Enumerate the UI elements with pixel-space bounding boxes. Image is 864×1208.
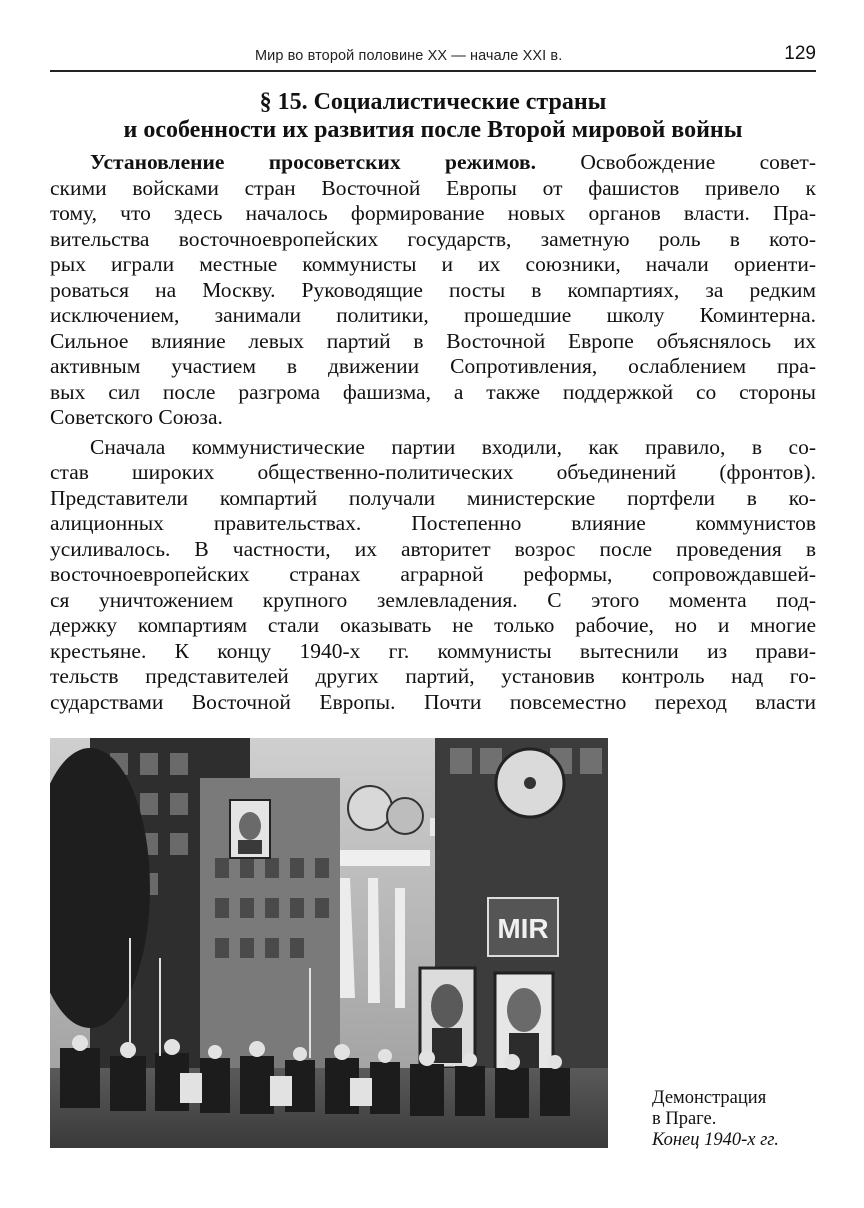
page-number: 129 [784,43,816,64]
photo-caption [652,1088,779,1151]
text-line: роваться на Москву. Руководящие посты в компартиях, за редким [50,277,816,302]
photo-illustration [50,738,608,1148]
body-text [50,150,816,715]
caption-line: Демонстрация [652,1088,767,1108]
text-line: исключением, занимали политики, прошедшие школу Коминтерна. [50,303,816,327]
demonstration-photo [50,738,608,1148]
text-line: Советского Союза. [50,405,223,429]
text-line: скими войсками стран Восточной Европы от фашистов привело к [50,175,816,200]
running-header [50,42,816,72]
text-line: восточноевропейских странах аграрной реформы, сопровождавшей- [50,562,816,586]
text-line: Сначала коммунистические партии входили, как правило, в со- [90,434,816,459]
paragraph [50,150,816,431]
text-line: сударствами Восточной Европы. Почти повсеместно переход власти [50,689,816,714]
text-line: вительства восточноевропейских государств, заметную роль в кото- [50,226,816,251]
section-title-line: § 15. Социалистические страны [259,89,607,115]
text-line: алиционных правительствах. Постепенно влияние коммунистов [50,511,816,535]
text-line: Установление просоветских режимов. Освобождение совет- [90,150,816,174]
caption-date: Конец 1940-х гг. [652,1130,779,1150]
text-line: активным участием в движении Сопротивления, ослаблением пра- [50,354,816,378]
text-line: держку компартиям стали оказывать не только рабочие, но и многие [50,613,816,637]
text-line: ся уничтожением крупного землевладения. С этого момента под- [50,587,816,612]
section-title [50,88,816,144]
text-line: тому, что здесь началось формирование новых органов власти. Пра- [50,201,816,225]
text-line: рых играли местные коммунисты и их союзники, начали ориенти- [50,252,816,276]
text-line: усиливалось. В частности, их авторитет возрос после проведения в [50,536,816,561]
running-title: Мир во второй половине XX — начале XXI в. [255,48,563,64]
text-line: тельств представителей других партий, установив контроль над го- [50,664,816,688]
section-title-line: и особенности их развития после Второй мировой войны [123,117,743,143]
paragraph [50,435,816,716]
subheading: Установление просоветских режимов. [90,150,537,174]
text-line: став широких общественно-политических объединений (фронтов). [50,460,816,484]
text-line: Сильное влияние левых партий в Восточной Европе объяснялось их [50,328,816,353]
caption-line: в Праге. [652,1109,717,1129]
text-line: вых сил после разгрома фашизма, а также поддержкой со стороны [50,379,816,404]
text-line: крестьяне. К концу 1940-х гг. коммунисты вытеснили из прави- [50,638,816,663]
text-line: Представители компартий получали министерские портфели в ко- [50,485,816,510]
mir-sign-text: MIR [497,913,549,944]
